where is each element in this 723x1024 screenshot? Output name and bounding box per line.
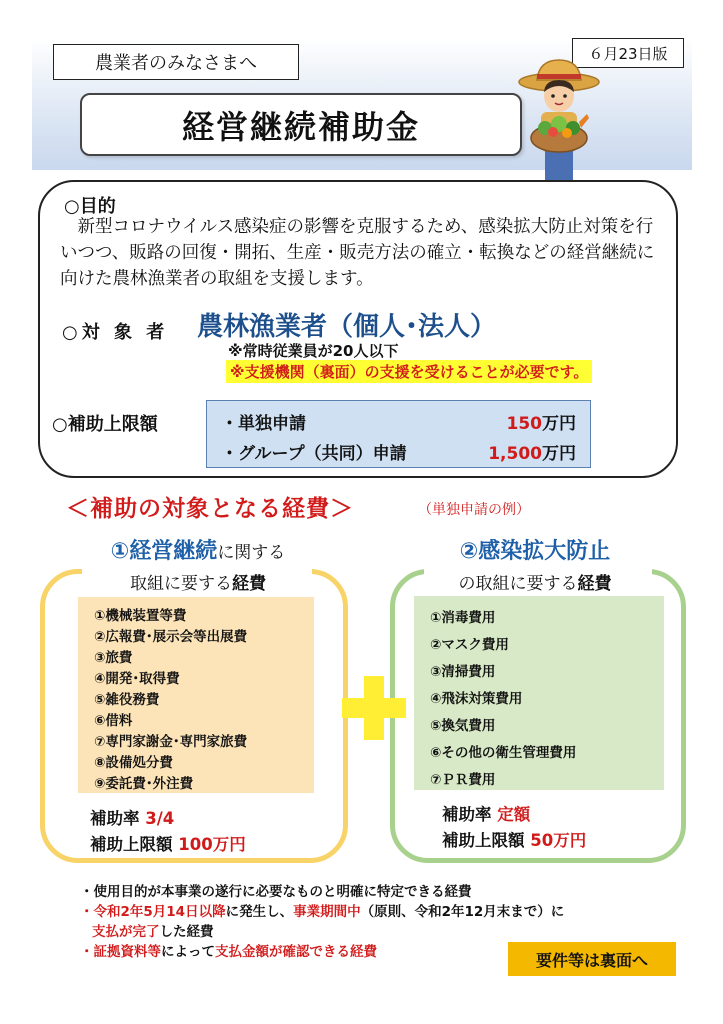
category1-rates [90,806,246,858]
footer-line4-red2: 支払金額が確認できる経費 [215,944,377,960]
limit-group-number: 1,500 [488,444,542,464]
category2-limit-label: 補助上限額 [442,831,525,850]
list-item: ④飛沫対策費用 [430,691,523,707]
plus-icon [338,672,410,744]
list-item: ⑥借料 [94,713,133,729]
limit-single-number: 150 [506,414,542,434]
limit-heading: ○補助上限額 [52,414,158,435]
list-item: ①機械装置等費 [94,608,187,624]
list-item: ⑤換気費用 [430,718,496,734]
category1-title: ①経営継続 [110,539,218,564]
footer-line4-black: によって [161,944,215,960]
purpose-heading: ○目的 [64,196,116,217]
audience-label: 農業者のみなさまへ [53,44,299,80]
category1-line2: 取組に要する [130,574,232,594]
list-item: ①消毒費用 [430,610,496,626]
list-item: ②マスク費用 [430,637,509,653]
version-label: ６月23日版 [572,38,684,68]
footer-line2-black1: に発生し、 [225,904,294,920]
limit-box [206,400,591,468]
section-subtitle: （単独申請の例） [418,502,530,518]
list-item: ④開発･取得費 [94,671,180,687]
category2-rate-label: 補助率 [442,805,492,824]
limit-group-amount [488,439,576,464]
list-item: ⑥その他の衛生管理費用 [430,745,577,761]
category1-limit-value: 100万円 [178,835,246,854]
target-note-support: ※支援機関（裏面）の支援を受けることが必要です。 [226,360,592,383]
list-item: ⑦専門家謝金･専門家旅費 [94,734,248,750]
footer-line1: ・使用目的が本事業の遂行に必要なものと明確に特定できる経費 [80,884,472,900]
category1-limit-label: 補助上限額 [90,835,173,854]
target-value: 農林漁業者（個人･法人） [197,312,497,342]
category2-rates [442,802,586,854]
footer-line3-black: した経費 [159,924,214,940]
limit-single-amount [507,409,577,434]
limit-group-unit: 万円 [542,444,576,464]
category2-rate-value: 定額 [497,805,531,824]
category2-title: ②感染拡大防止 [459,539,611,564]
footer-line2-red2: 事業期間中 [293,904,361,920]
footer-line4-red1: ・証拠資料等 [80,944,161,960]
footer-line3-red: 支払が完了 [92,924,160,940]
farmer-illustration [515,58,603,196]
see-back-page-label: 要件等は裏面へ [508,942,676,976]
page-title: 経営継続補助金 [80,93,522,156]
category1-rate-label: 補助率 [90,809,140,828]
category2-heading [420,534,650,594]
category2-list [414,596,664,790]
list-item: ⑧設備処分費 [94,755,173,771]
category2-line2: の取組に要する [458,574,578,594]
footer-line3 [80,922,680,942]
category1-line2-bold: 経費 [232,574,266,594]
purpose-text: 新型コロナウイルス感染症の影響を克服するため、感染拡大防止対策を行いつつ、販路の回復・開拓、生産・販売方法の確立・転換などの経営継続に向けた農林漁業者の取組を支援します。 [60,217,655,289]
section-title: ＜補助の対象となる経費＞ [66,496,354,522]
category1-list [78,597,314,793]
list-item: ⑤雑役務費 [94,692,160,708]
category1-title-suffix: に関する [217,543,286,563]
limit-single-unit: 万円 [542,414,576,434]
category2-line2-bold: 経費 [577,574,612,594]
category1-rate-value: 3/4 [145,809,175,828]
target-note-employees: ※常時従業員が20人以下 [228,342,399,360]
list-item: ③旅費 [94,650,133,666]
limit-group-label: ・グループ（共同）申請 [221,444,407,464]
list-item: ③清掃費用 [430,664,496,680]
list-item: ⑦ＰＲ費用 [430,772,496,788]
target-heading: ○対 象 者 [62,322,169,343]
list-item: ⑨委託費･外注費 [94,776,194,792]
category1-heading [84,534,312,594]
footer-line2-black2: （原則、令和2年12月末まで）に [360,904,565,920]
footer-line2 [80,902,680,922]
list-item: ②広報費･展示会等出展費 [94,629,248,645]
category2-limit-value: 50万円 [530,831,587,850]
limit-single-label: ・単独申請 [221,414,306,434]
footer-line2-red1: ・令和2年5月14日以降 [80,904,226,920]
